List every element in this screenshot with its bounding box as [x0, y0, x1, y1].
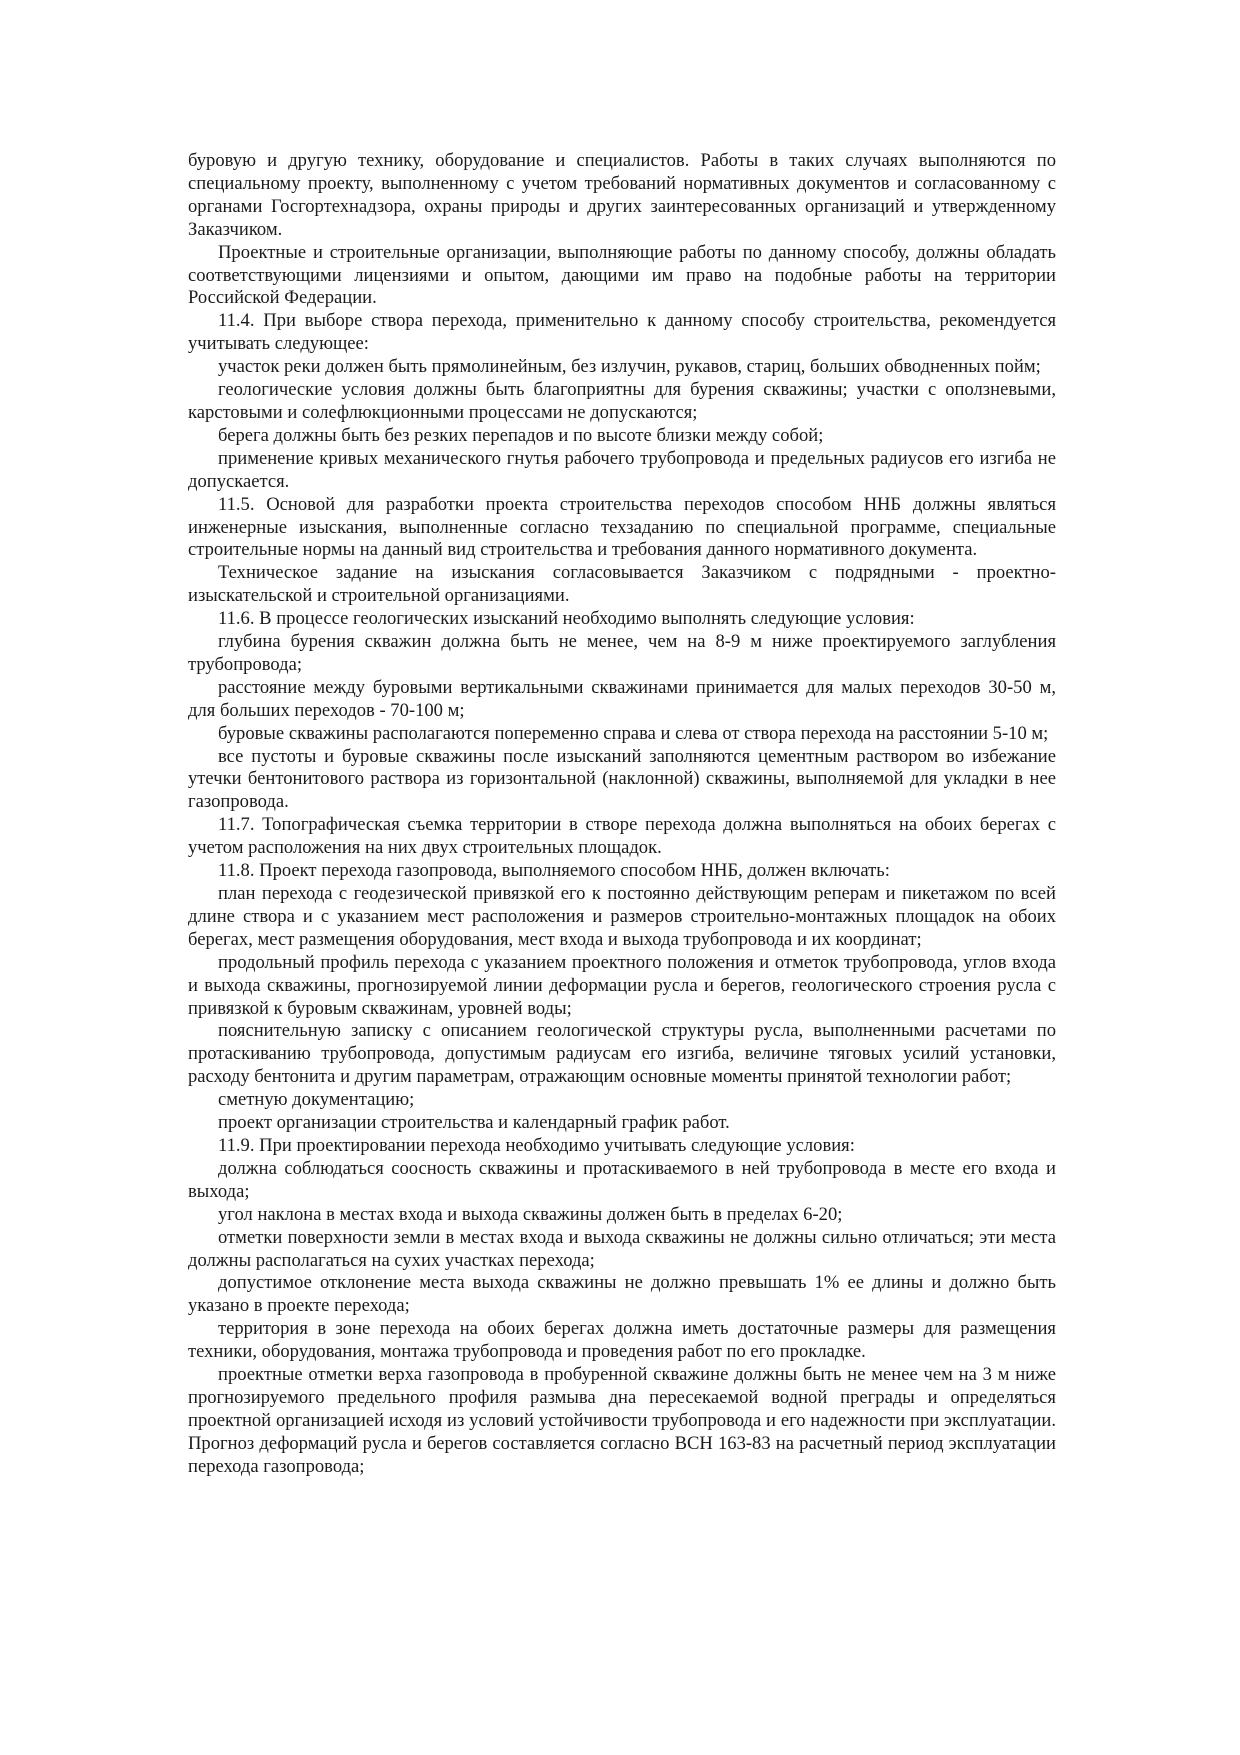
- section-11-6: 11.6. В процессе геологических изысканий необходимо выполнять следующие условия:: [218, 608, 915, 630]
- list-item: сметную документацию;: [218, 1089, 415, 1111]
- document-page: [188, 150, 1056, 1479]
- list-item: продольный профиль перехода с указанием проектного положения и отметок трубопровода, углов входа и выхода скважины, прогнозируемой линии деформации русла и берегов, геологического строения русла с привязкой к буровым скважинам, уровней воды;: [188, 951, 1056, 1019]
- list-item: допустимое отклонение места выхода скважины не должно превышать 1% ее длины и должно быть указано в проекте перехода;: [188, 1272, 1056, 1317]
- list-item: берега должны быть без резких перепадов и по высоте близки между собой;: [218, 424, 824, 446]
- list-item: территория в зоне перехода на обоих берегах должна иметь достаточные размеры для размещения техники, оборудования, монтажа трубопровода и проведения работ по его прокладке.: [188, 1318, 1056, 1363]
- list-item: участок реки должен быть прямолинейным, без излучин, рукавов, стариц, больших обводненных пойм;: [218, 356, 1041, 378]
- list-item: проектные отметки верха газопровода в пробуренной скважине должны быть не менее чем на 3 м ниже прогнозируемого предельного профиля размыва дна пересекаемой водной преграды и определяться проектной организацией исходя из условий устойчивости трубопровода и его надежности при эксплуатации. Прогноз деформаций русла и берегов составляется согласно ВСН 163-83 на расчетный период эксплуатации перехода газопровода;: [188, 1364, 1056, 1477]
- section-11-5: 11.5. Основой для разработки проекта строительства переходов способом ННБ должны являться инженерные изыскания, выполненные согласно техзаданию по специальной программе, специальные строительные нормы на данный вид строительства и требования данного нормативного документа.: [188, 493, 1056, 561]
- list-item: применение кривых механического гнутья рабочего трубопровода и предельных радиусов его изгиба не допускается.: [188, 447, 1056, 492]
- section-11-7: 11.7. Топографическая съемка территории в створе перехода должна выполняться на обоих берегах с учетом расположения на них двух строительных площадок.: [188, 814, 1056, 859]
- paragraph-continuation: буровую и другую технику, оборудование и специалистов. Работы в таких случаях выполняются по специальному проекту, выполненному с учетом требований нормативных документов и согласованному с органами Госгортехнадзора, охраны природы и других заинтересованных организаций и утвержденному Заказчиком.: [188, 150, 1056, 240]
- list-item: проект организации строительства и календарный график работ.: [218, 1112, 730, 1134]
- list-item: буровые скважины располагаются попеременно справа и слева от створа перехода на расстоянии 5-10 м;: [218, 722, 1049, 744]
- list-item: должна соблюдаться соосность скважины и протаскиваемого в ней трубопровода в месте его входа и выхода;: [188, 1157, 1056, 1202]
- paragraph: Техническое задание на изыскания согласовывается Заказчиком с подрядными - проектно-изыскательской и строительной организациями.: [188, 562, 1056, 607]
- list-item: расстояние между буровыми вертикальными скважинами принимается для малых переходов 30-50 м, для больших переходов - 70-100 м;: [188, 676, 1056, 721]
- list-item: глубина бурения скважин должна быть не менее, чем на 8-9 м ниже проектируемого заглубления трубопровода;: [188, 631, 1056, 675]
- list-item: пояснительную записку с описанием геологической структуры русла, выполненными расчетами по протаскиванию трубопровода, допустимым радиусам его изгиба, величине тяговых усилий установки, расходу бентонита и другим параметрам, отражающим основные моменты принятой технологии работ;: [188, 1020, 1056, 1088]
- paragraph: Проектные и строительные организации, выполняющие работы по данному способу, должны обладать соответствующими лицензиями и опытом, дающими им право на подобные работы на территории Российской Федерации.: [188, 241, 1056, 309]
- list-item: угол наклона в местах входа и выхода скважины должен быть в пределах 6-20;: [218, 1203, 843, 1225]
- section-11-9: 11.9. При проектировании перехода необходимо учитывать следующие условия:: [218, 1134, 855, 1156]
- list-item: план перехода с геодезической привязкой его к постоянно действующим реперам и пикетажом по всей длине створа и с указанием мест расположения и размеров строительно-монтажных площадок на обоих берегах, мест размещения оборудования, мест входа и выхода трубопровода и их координат;: [188, 883, 1056, 950]
- section-11-8: 11.8. Проект перехода газопровода, выполняемого способом ННБ, должен включать:: [218, 860, 890, 882]
- section-11-4: 11.4. При выборе створа перехода, применительно к данному способу строительства, рекомендуется учитывать следующее:: [188, 310, 1056, 355]
- list-item: все пустоты и буровые скважины после изысканий заполняются цементным раствором во избежание утечки бентонитового раствора из горизонтальной (наклонной) скважины, выполняемой для укладки в нее газопровода.: [188, 745, 1056, 813]
- list-item: геологические условия должны быть благоприятны для бурения скважины; участки с оползневыми, карстовыми и солефлюкционными процессами не допускаются;: [188, 379, 1056, 423]
- list-item: отметки поверхности земли в местах входа и выхода скважины не должны сильно отличаться; эти места должны располагаться на сухих участках перехода;: [188, 1226, 1056, 1271]
